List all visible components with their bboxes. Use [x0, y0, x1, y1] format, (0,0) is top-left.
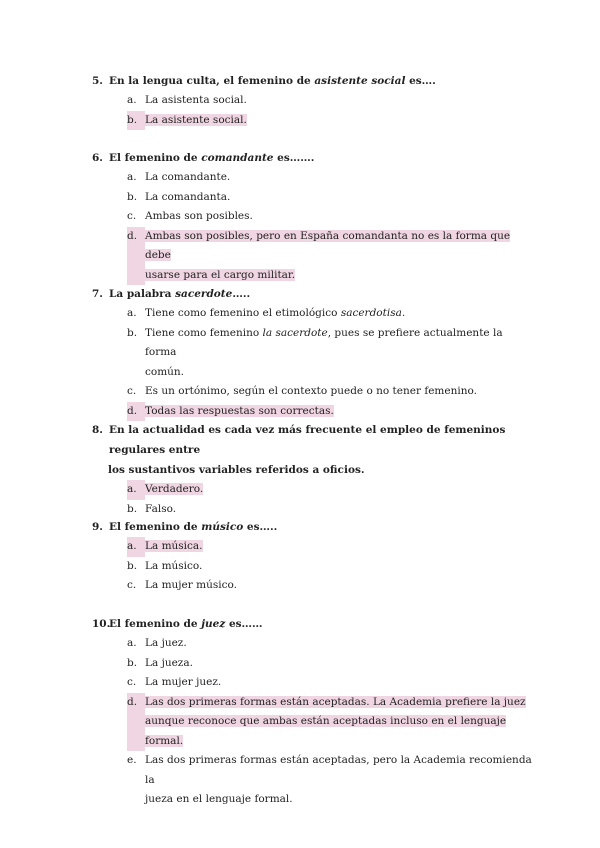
highlighted-answer: Las dos primeras formas están aceptadas. La Academia prefiere la juez	[145, 695, 526, 708]
highlighted-answer: usarse para el cargo militar.	[145, 268, 296, 281]
question-8	[92, 420, 532, 519]
question-term: asistente social	[314, 75, 406, 87]
question-9	[92, 517, 532, 596]
question-7	[92, 284, 532, 421]
question-text: En la lengua culta, el femenino de	[109, 75, 315, 87]
option-b: b. La comandanta.	[127, 190, 231, 203]
option-b: b. La asistente social.	[92, 111, 532, 131]
option-e: e. Las dos primeras formas están aceptadas, pero la Academia recomienda la jueza en el lenguaje formal.	[127, 754, 532, 805]
question-title: 6. El femenino de comandante es…….	[92, 148, 532, 168]
highlighted-answer: La asistente social.	[145, 113, 247, 126]
highlighted-answer: Todas las respuestas son correctas.	[145, 404, 334, 417]
question-title: 7. La palabra sacerdote…..	[92, 284, 532, 304]
question-title-cont: los sustantivos variables referidos a oficios.	[108, 464, 365, 476]
option-c: c. La mujer músico.	[127, 579, 237, 591]
option-b: b. La jueza.	[127, 656, 193, 669]
option-a: a. Verdadero.	[92, 480, 532, 500]
question-term: juez	[201, 618, 226, 630]
option-a: a. Tiene como femenino el etimológico sacerdotisa.	[127, 307, 406, 319]
option-d: d. Ambas son posibles, pero en España comandanta no es la forma que debe usarse para el cargo militar.	[92, 227, 532, 286]
highlighted-answer: La música.	[145, 540, 203, 552]
question-title: 8. En la actualidad es cada vez más frecuente el empleo de femeninos regulares entre	[92, 420, 532, 460]
option-c: c. Ambas son posibles.	[127, 210, 253, 222]
question-title: 9. El femenino de músico es…..	[92, 517, 532, 537]
question-number: 10.	[92, 618, 111, 630]
question-10	[92, 614, 532, 810]
option-d: d. Todas las respuestas son correctas.	[92, 402, 532, 422]
option-d: d. Las dos primeras formas están aceptadas. La Academia prefiere la juez aunque reconoce que ambas están aceptadas incluso en el lenguaje formal.	[92, 693, 532, 752]
option-a: a. La juez.	[127, 637, 187, 649]
highlighted-answer: Verdadero.	[145, 483, 204, 495]
question-6	[92, 148, 532, 285]
question-5	[92, 71, 532, 130]
option-a: a. La asistenta social.	[127, 94, 247, 106]
option-c: c. La mujer juez.	[127, 676, 222, 688]
option-a: a. La comandante.	[127, 171, 231, 183]
option-b: b. La músico.	[127, 559, 203, 572]
option-c: c. Es un ortónimo, según el contexto puede o no tener femenino.	[127, 385, 477, 397]
question-number: 9.	[92, 521, 103, 533]
question-term: músico	[201, 521, 244, 533]
question-number: 5.	[92, 75, 103, 87]
option-b: b. Falso.	[127, 502, 177, 515]
option-b: b. Tiene como femenino la sacerdote, pues se prefiere actualmente la forma común.	[127, 326, 503, 378]
option-a: a. La música.	[92, 537, 532, 557]
question-term: comandante	[201, 152, 274, 164]
question-term: sacerdote	[175, 288, 233, 300]
question-title: 10. El femenino de juez es……	[92, 614, 532, 634]
highlighted-answer: aunque reconoce que ambas están aceptadas incluso en el lenguaje formal.	[145, 715, 507, 747]
question-text-end: es….	[405, 75, 436, 87]
question-number: 7.	[92, 288, 103, 300]
question-number: 8.	[92, 424, 103, 436]
question-number: 6.	[92, 152, 103, 164]
highlighted-answer: Ambas son posibles, pero en España comandanta no es la forma que debe	[145, 229, 511, 261]
question-title	[92, 71, 532, 91]
